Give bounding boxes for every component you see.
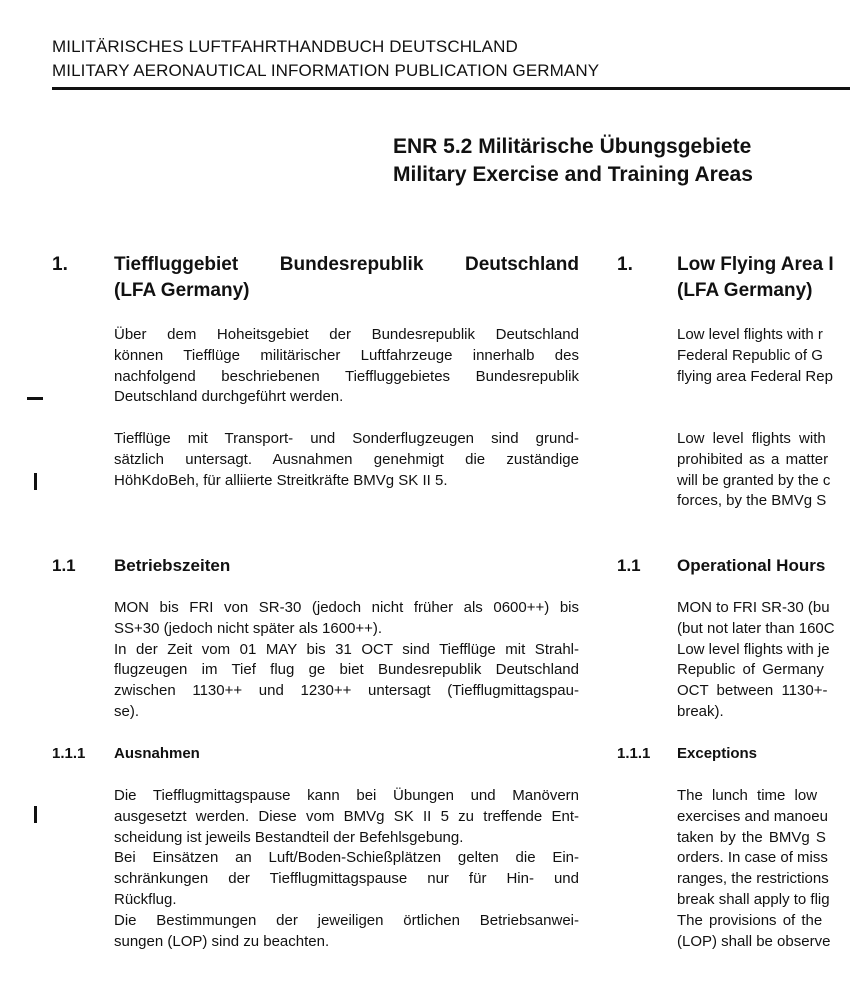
paragraph-english: MON to FRI SR-30 (bu (but not later than 160C Low level flights with je Republic of Germany OCT between 1130+- break). bbox=[677, 599, 835, 720]
paragraph-english: Low level flights with prohibited as a matter will be granted by the c forces, by the BMVg S bbox=[677, 430, 831, 510]
section-heading-german: Tieffluggebiet Bundesrepublik Deutschland bbox=[114, 254, 579, 275]
subsection-number: 1.1 bbox=[617, 556, 641, 575]
paragraph-german: Über dem Hoheitsgebiet der Bundesrepublik Deutschland können Tiefflüge militärischer Luftfahrzeuge innerhalb des nachfolgend beschriebenen Tieffluggebietes Bundesrepublik Deutschland durchgeführt werden. bbox=[114, 326, 579, 406]
header-title-english: MILITARY AERONAUTICAL INFORMATION PUBLICATION GERMANY bbox=[52, 61, 600, 80]
paragraph-german: MON bis FRI von SR-30 (jedoch nicht früher als 0600++) bis SS+30 (jedoch nicht später als 1600++). In der Zeit vom 01 MAY bis 31 OCT sind Tiefflüge mit Strahl- flugzeugen im Tief flug ge biet Bundesrepublik Deutschland zwischen 1130++ und 1230++ untersagt (Tiefflugmittagspau- se). bbox=[114, 599, 579, 720]
change-bar bbox=[34, 806, 37, 823]
paragraph-english: Low level flights with r Federal Republic of G flying area Federal Rep bbox=[677, 326, 833, 385]
subsection-number: 1.1 bbox=[52, 556, 76, 575]
header-title-german: MILITÄRISCHES LUFTFAHRTHANDBUCH DEUTSCHLAND bbox=[52, 37, 518, 56]
subsection-heading-english: Operational Hours bbox=[677, 556, 826, 575]
subsubsection-heading-english: Exceptions bbox=[677, 745, 758, 762]
section-number: 1. bbox=[617, 254, 633, 275]
section-subheading-german: (LFA Germany) bbox=[114, 280, 250, 301]
page-title-english: Military Exercise and Training Areas bbox=[393, 163, 753, 186]
change-bar-dash bbox=[27, 397, 43, 400]
change-bar bbox=[34, 473, 37, 490]
section-number: 1. bbox=[52, 254, 68, 275]
subsubsection-heading-german: Ausnahmen bbox=[114, 745, 200, 762]
paragraph-german: Die Tiefflugmittagspause kann bei Übungen und Manövern ausgesetzt werden. Diese vom BMVg SK II 5 zu treffende Ent- scheidung ist jeweils Bestandteil der Befehlsgebung. Bei Einsätzen an Luft/Boden-Schießplätzen gelten die Ein- schränkungen der Tiefflugmittagspause nur für Hin- und Rückflug. Die Bestimmungen der jeweiligen örtlichen Betriebsanwei- sungen (LOP) sind zu beachten. bbox=[114, 787, 579, 950]
paragraph-english: The lunch time low exercises and manoeu taken by the BMVg S orders. In case of miss ranges, the restrictions break shall apply to flig The provisions of the (LOP) shall be observe bbox=[677, 787, 831, 950]
section-subheading-english: (LFA Germany) bbox=[677, 280, 813, 301]
header-rule bbox=[52, 87, 850, 90]
section-heading-english: Low Flying Area I bbox=[677, 254, 834, 275]
subsubsection-number: 1.1.1 bbox=[52, 745, 86, 762]
page-title-german: ENR 5.2 Militärische Übungsgebiete bbox=[393, 135, 752, 158]
subsubsection-number: 1.1.1 bbox=[617, 745, 651, 762]
subsection-heading-german: Betriebszeiten bbox=[114, 556, 231, 575]
paragraph-german: Tiefflüge mit Transport- und Sonderflugzeugen sind grund- sätzlich untersagt. Ausnahmen genehmigt die zuständige HöhKdoBeh, für alliierte Streitkräfte BMVg SK II 5. bbox=[114, 430, 579, 489]
